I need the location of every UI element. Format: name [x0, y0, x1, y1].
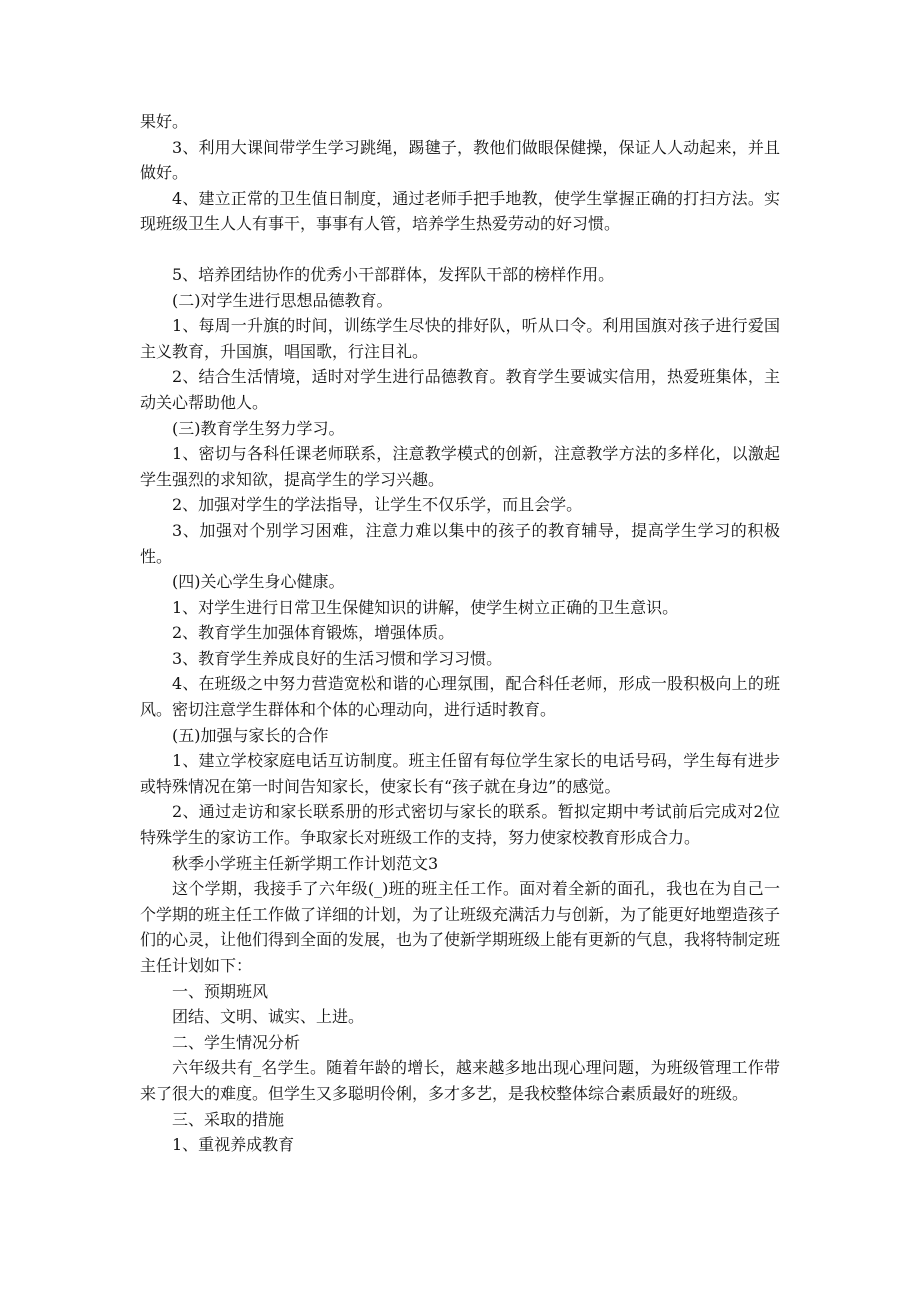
paragraph-habit-education: 1、重视养成教育	[172, 1135, 295, 1155]
paragraph-teacher-contact: 1、密切与各科任课老师联系，注意教学模式的创新，注意教学方法的多样化，以激起学生强烈的求知欲，提高学生的学习兴趣。	[140, 444, 780, 489]
heading-measures: 三、采取的措施	[172, 1109, 285, 1129]
paragraph-continuation: 果好。	[140, 112, 189, 131]
paragraph-class-atmosphere: 4、在班级之中努力营造宽松和谐的心理氛围，配合科任老师，形成一股积极向上的班风。密切注意学生群体和个体的心理动向，进行适时教育。	[140, 674, 780, 720]
heading-student-analysis: 二、学生情况分析	[172, 1032, 301, 1052]
article-title-sample-3: 秋季小学班主任新学期工作计划范文3	[172, 853, 439, 873]
section-heading-moral-education: (二)对学生进行思想品德教育。	[172, 290, 393, 310]
document-body	[140, 109, 780, 1158]
paragraph-health-knowledge: 1、对学生进行日常卫生保健知识的讲解，使学生树立正确的卫生意识。	[172, 597, 679, 617]
paragraph-phone-visits: 1、建立学校家庭电话互访制度。班主任留有每位学生家长的电话号码，学生每有进步或特殊情况在第一时间告知家长，使家长有“孩子就在身边”的感觉。	[140, 751, 780, 796]
heading-expected-class-style: 一、预期班风	[172, 981, 269, 1001]
paragraph-class-style: 团结、文明、诚实、上进。	[172, 1007, 365, 1027]
paragraph-home-visits: 2、通过走访和家长联系册的形式密切与家长的联系。暂拟定期中考试前后完成对2位特殊学生的家访工作。争取家长对班级工作的支持，努力使家校教育形成合力。	[140, 802, 780, 848]
section-heading-study: (三)教育学生努力学习。	[172, 418, 345, 438]
section-heading-parents: (五)加强与家长的合作	[172, 725, 329, 745]
paragraph-student-analysis: 六年级共有_名学生。随着年龄的增长，越来越多地出现心理问题，为班级管理工作带来了很大的难度。但学生又多聪明伶俐，多才多艺，是我校整体综合素质最好的班级。	[140, 1058, 780, 1103]
paragraph-physical-exercise: 2、教育学生加强体育锻炼，增强体质。	[172, 623, 455, 643]
paragraph-item-3-exercise: 3、利用大课间带学生学习跳绳，踢毽子，教他们做眼保健操，保证人人动起来，并且做好。	[140, 137, 780, 183]
paragraph-introduction: 这个学期，我接手了六年级(_)班的班主任工作。面对着全新的面孔，我也在为自己一个学期的班主任工作做了详细的计划，为了让班级充满活力与创新，为了能更好地塑造孩子们的心灵，让他们得到全面的发展，也为了使新学期班级上能有更新的气息，我将特制定班主任计划如下：	[140, 879, 781, 975]
paragraph-moral-situations: 2、结合生活情境，适时对学生进行品德教育。教育学生要诚实信用，热爱班集体，主动关心帮助他人。	[140, 367, 780, 412]
paragraph-good-habits: 3、教育学生养成良好的生活习惯和学习习惯。	[172, 648, 503, 668]
paragraph-study-method: 2、加强对学生的学法指导，让学生不仅乐学，而且会学。	[172, 495, 583, 515]
section-heading-health: (四)关心学生身心健康。	[172, 572, 345, 592]
paragraph-individual-tutoring: 3、加强对个别学习困难，注意力难以集中的孩子的教育辅导，提高学生学习的积极性。	[140, 520, 780, 566]
paragraph-item-5-cadres: 5、培养团结协作的优秀小干部群体，发挥队干部的榜样作用。	[172, 264, 615, 284]
paragraph-flag-raising: 1、每周一升旗的时间，训练学生尽快的排好队，听从口令。利用国旗对孩子进行爱国主义教育，升国旗，唱国歌，行注目礼。	[140, 316, 780, 361]
paragraph-item-4-hygiene: 4、建立正常的卫生值日制度，通过老师手把手地教，使学生掌握正确的打扫方法。实现班级卫生人人有事干，事事有人管，培养学生热爱劳动的好习惯。	[140, 188, 780, 234]
